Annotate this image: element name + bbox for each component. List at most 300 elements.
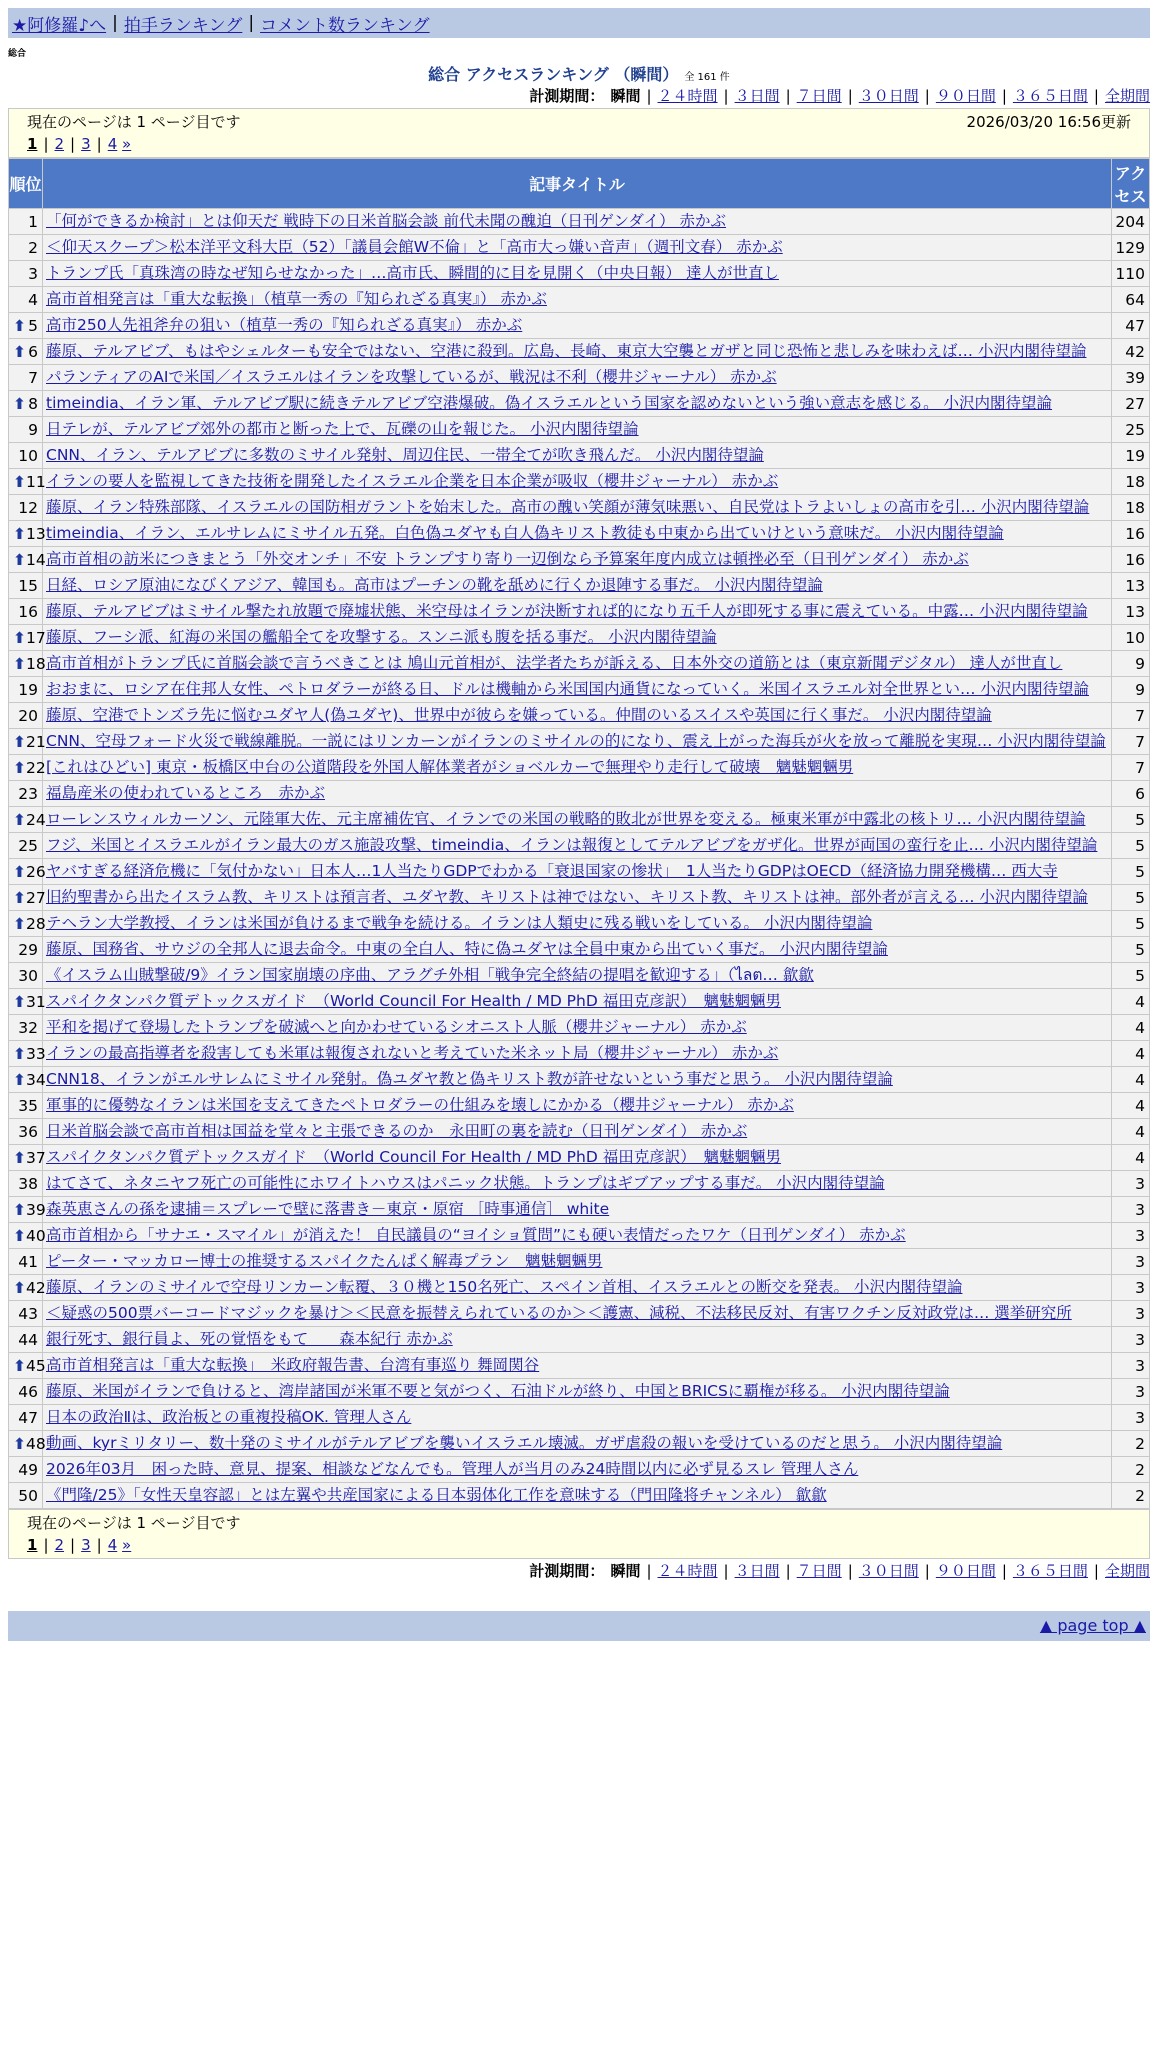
article-title-link[interactable]: 平和を掲げて登場したトランプを破滅へと向かわせているシオニスト人脈（櫻井ジャーナル） 赤かぶ [46, 1018, 747, 1036]
rank-cell [9, 833, 43, 859]
article-title-link[interactable]: 高市首相発言は「重大な転換」（植草一秀の『知られざる真実』） 赤かぶ [46, 290, 547, 308]
table-row [9, 625, 1150, 651]
title-cell [43, 1301, 1112, 1327]
rank-number: 25 [18, 836, 38, 855]
access-count: 4 [1112, 989, 1150, 1015]
period-separator: | [1093, 87, 1099, 105]
rank-cell [9, 469, 46, 495]
rank-cell [9, 1301, 43, 1327]
title-cell [43, 807, 1112, 833]
article-title-link[interactable]: 動画、kyrミリタリー、数十発のミサイルがテルアビブを襲いイスラエル壊滅。ガザ虐殺の報いを受けているのだと思う。 小沢内閣待望論 [46, 1434, 1003, 1452]
article-title-link[interactable]: 「何ができるか検討」とは仰天だ 戦時下の日米首脳会談 前代未聞の醜迫（日刊ゲンダイ） 赤かぶ [46, 212, 727, 230]
title-cell [43, 261, 1112, 287]
period-separator: | [785, 1562, 791, 1580]
pager-separator: | [43, 135, 49, 153]
rank-cell [9, 1145, 46, 1171]
table-row [9, 209, 1150, 235]
article-title-link[interactable]: 軍事的に優勢なイランは米国を支えてきたペトロダラーの仕組みを壊しにかかる（櫻井ジャーナル） 赤かぶ [46, 1096, 794, 1114]
article-title-link[interactable]: CNN18、イランがエルサレムにミサイル発射。偽ユダヤ教と偽キリスト教が許せないという事だと思う。 小沢内閣待望論 [46, 1070, 893, 1088]
access-count: 9 [1112, 651, 1150, 677]
article-title-link[interactable]: イランの最高指導者を殺害しても米軍は報復されないと考えていた米ネット局（櫻井ジャーナル） 赤かぶ [46, 1044, 779, 1062]
page-title-text: 総合 アクセスランキング （瞬間） [428, 65, 679, 84]
article-title-link[interactable]: スパイクタンパク質デトックスガイド （World Council For Health / MD PhD 福田克彦訳） 魑魅魍魎男 [46, 1148, 781, 1166]
rank-number: 23 [18, 784, 38, 803]
title-cell [43, 989, 1112, 1015]
rank-number: 42 [26, 1278, 46, 1297]
title-cell [43, 625, 1112, 651]
table-row [9, 469, 1150, 495]
access-count: 4 [1112, 1067, 1150, 1093]
title-cell [43, 1353, 1112, 1379]
rank-number: 9 [28, 420, 38, 439]
article-title-link[interactable]: 旧約聖書から出たイスラム教、キリストは預言者、ユダヤ教、キリストは神ではない、キリスト教、キリストは神。部外者が言える… 小沢内閣待望論 [46, 888, 1088, 906]
period-separator: | [723, 1562, 729, 1580]
title-cell [43, 469, 1112, 495]
rank-number: 37 [26, 1148, 46, 1167]
article-title-link[interactable]: 2026年03月 困った時、意見、提案、相談などなんでも。管理人が当月のみ24時間以内に必ず見るスレ 管理人さん [46, 1460, 859, 1478]
period-separator: | [1001, 1562, 1007, 1580]
rank-number: 13 [26, 524, 46, 543]
article-title-link[interactable]: はてさて、ネタニヤフ死亡の可能性にホワイトハウスはパニック状態。トランプはギブアップする事だ。 小沢内閣待望論 [46, 1174, 885, 1192]
rank-up-arrow-icon: ⬆ [13, 342, 26, 361]
rank-cell [9, 989, 46, 1015]
page-top-link[interactable]: ▲ page top ▲ [1039, 1616, 1146, 1635]
pager-page-2[interactable]: 2 [54, 135, 65, 153]
article-title-link[interactable]: スパイクタンパク質デトックスガイド （World Council For Health / MD PhD 福田克彦訳） 魑魅魍魎男 [46, 992, 781, 1010]
rank-cell [9, 443, 43, 469]
rank-cell [9, 495, 43, 521]
updated-timestamp: 2026/03/20 16:56更新 [966, 113, 1131, 131]
pager-page-4[interactable]: 4 [107, 1536, 118, 1554]
rank-up-arrow-icon: ⬆ [13, 550, 26, 569]
period-option-5[interactable]: ３６５日間 [1012, 1562, 1088, 1580]
rank-up-arrow-icon: ⬆ [13, 992, 26, 1011]
rank-number: 46 [18, 1382, 38, 1401]
rank-cell [9, 209, 43, 235]
article-title-link[interactable]: イランの要人を監視してきた技術を開発したイスラエル企業を日本企業が吸収（櫻井ジャーナル） 赤かぶ [46, 472, 779, 490]
period-separator: | [924, 1562, 930, 1580]
article-title-link[interactable]: ヤバすぎる経済危機に「気付かない」日本人…1人当たりGDPでわかる「衰退国家の惨状」 1人当たりGDPはOECD（経済協力開発機構… 西大寺 [46, 862, 1058, 880]
nav-link-ashura-home[interactable]: ★阿修羅♪へ [12, 15, 107, 36]
rank-number: 44 [18, 1330, 38, 1349]
title-cell [43, 1145, 1112, 1171]
pager-current-page: 1 [27, 1536, 38, 1554]
period-option-1[interactable]: ３日間 [734, 1562, 780, 1580]
table-row [9, 1015, 1150, 1041]
rank-number: 11 [26, 472, 46, 491]
access-count: 4 [1112, 1145, 1150, 1171]
table-row [9, 729, 1150, 755]
table-row [9, 521, 1150, 547]
rank-cell [9, 1015, 43, 1041]
title-cell [43, 1197, 1112, 1223]
title-cell [43, 495, 1112, 521]
access-count: 5 [1112, 885, 1150, 911]
period-option-4[interactable]: ９０日間 [935, 1562, 996, 1580]
table-row [9, 443, 1150, 469]
rank-cell [9, 1327, 43, 1353]
rank-number: 21 [26, 732, 46, 751]
rank-cell [9, 1275, 46, 1301]
table-header-row [9, 159, 1150, 209]
category-label: 総合 [8, 49, 27, 59]
period-option-6[interactable]: 全期間 [1104, 87, 1150, 105]
access-count: 16 [1112, 521, 1150, 547]
title-cell [43, 1171, 1112, 1197]
article-title-link[interactable]: ＜疑惑の500票バーコードマジックを暴け＞＜民意を振替えられているのか＞＜護憲、減税、不法移民反対、有害ワクチン反対政党は… 選挙研究所 [46, 1304, 1072, 1322]
table-row [9, 755, 1150, 781]
rank-up-arrow-icon: ⬆ [13, 1226, 26, 1245]
table-row [9, 885, 1150, 911]
pager-separator: | [70, 1536, 76, 1554]
rank-number: 28 [26, 914, 46, 933]
rank-up-arrow-icon: ⬆ [13, 1434, 26, 1453]
period-separator: | [924, 87, 930, 105]
pager-page-3[interactable]: 3 [81, 135, 91, 153]
period-option-2[interactable]: ７日間 [796, 87, 842, 105]
header-count: アクセス [1112, 159, 1150, 209]
title-cell [43, 547, 1112, 573]
pager-separator: | [70, 135, 76, 153]
table-row [9, 1431, 1150, 1457]
table-row [9, 1249, 1150, 1275]
article-title-link[interactable]: ローレンスウィルカーソン、元陸軍大佐、元主席補佐官、イランでの米国の戦略的敗北が世界を変える。極東米軍が中露北の核トリ… 小沢内閣待望論 [46, 810, 1086, 828]
access-count: 3 [1112, 1379, 1150, 1405]
table-row [9, 365, 1150, 391]
article-title-link[interactable]: ＜仰天スクープ＞松本洋平文科大臣（52）「議員会館W不倫」と「高市大っ嫌い音声」（週刊文春） 赤かぶ [46, 238, 783, 256]
article-title-link[interactable]: テヘラン大学教授、イランは米国が負けるまで戦争を続ける。イランは人類史に残る戦いをしている。 小沢内閣待望論 [46, 914, 873, 932]
rank-cell [9, 417, 43, 443]
access-count: 64 [1112, 287, 1150, 313]
article-title-link[interactable]: 高市首相発言は「重大な転換」 米政府報告書、台湾有事巡り 舞岡関谷 [46, 1356, 540, 1374]
article-title-link[interactable]: 高市首相から「サナエ・スマイル」が消えた！ 自民議員の“ヨイショ質問”にも硬い表情だったワケ（日刊ゲンダイ） 赤かぶ [46, 1226, 906, 1244]
rank-number: 18 [26, 654, 46, 673]
rank-number: 31 [26, 992, 46, 1011]
access-count: 2 [1112, 1457, 1150, 1483]
rank-cell [9, 599, 43, 625]
title-cell [43, 859, 1112, 885]
rank-number: 41 [18, 1252, 38, 1271]
table-row [9, 911, 1150, 937]
table-row [9, 781, 1150, 807]
access-count: 42 [1112, 339, 1150, 365]
rank-number: 34 [26, 1070, 46, 1089]
pager-page-4[interactable]: 4 [107, 135, 118, 153]
article-title-link[interactable]: timeindia、イラン、エルサレムにミサイル五発。白色偽ユダヤも白人偽キリスト教徒も中東から出ていけという意味だ。 小沢内閣待望論 [46, 524, 1004, 542]
table-row [9, 547, 1150, 573]
top-nav-bar [8, 8, 1150, 38]
title-cell [43, 729, 1112, 755]
table-row [9, 495, 1150, 521]
nav-link-comment-ranking[interactable]: コメント数ランキング [260, 15, 430, 36]
access-count: 7 [1112, 755, 1150, 781]
rank-cell [9, 1379, 43, 1405]
access-count: 204 [1112, 209, 1150, 235]
table-row [9, 833, 1150, 859]
article-title-link[interactable]: [これはひどい] 東京・板橋区中台の公道階段を外国人解体業者がショベルカーで無理やり走行して破壊 魑魅魍魎男 [46, 758, 854, 776]
article-title-link[interactable]: 《門隆/25》「女性天皇容認」とは左翼や共産国家による日本弱体化工作を意味する（門田隆将チャンネル） 歙歙 [46, 1486, 827, 1504]
title-cell [43, 833, 1112, 859]
title-cell [43, 1405, 1112, 1431]
period-option-4[interactable]: ９０日間 [935, 87, 996, 105]
article-title-link[interactable]: 高市首相の訪米につきまとう「外交オンチ」不安 トランプすり寄り一辺倒なら予算案年度内成立は頓挫必至（日刊ゲンダイ） 赤かぶ [46, 550, 969, 568]
table-row [9, 703, 1150, 729]
title-cell [43, 677, 1112, 703]
article-title-link[interactable]: 福島産米の使われているところ 赤かぶ [46, 784, 326, 802]
access-count: 25 [1112, 417, 1150, 443]
access-count: 4 [1112, 1093, 1150, 1119]
table-row [9, 1145, 1150, 1171]
access-count: 4 [1112, 1119, 1150, 1145]
rank-number: 26 [26, 862, 46, 881]
rank-number: 50 [18, 1486, 38, 1505]
period-separator: | [723, 87, 729, 105]
access-count: 3 [1112, 1353, 1150, 1379]
period-label: 計測期間： [529, 87, 605, 105]
article-title-link[interactable]: 藤原、イランのミサイルで空母リンカーン転覆、３０機と150名死亡、スペイン首相、イスラエルとの断交を発表。 小沢内閣待望論 [46, 1278, 963, 1296]
title-cell [43, 313, 1112, 339]
rank-number: 40 [26, 1226, 46, 1245]
access-count: 9 [1112, 677, 1150, 703]
rank-up-arrow-icon: ⬆ [13, 732, 26, 751]
rank-up-arrow-icon: ⬆ [13, 862, 26, 881]
title-cell [43, 365, 1112, 391]
pager-separator: | [96, 135, 102, 153]
rank-cell [9, 1483, 43, 1509]
rank-cell [9, 391, 43, 417]
period-selector-bottom [8, 1559, 1150, 1583]
bottom-bar [8, 1611, 1150, 1641]
title-cell [43, 599, 1112, 625]
table-row [9, 1093, 1150, 1119]
rank-cell [9, 807, 46, 833]
rank-cell [9, 885, 46, 911]
rank-cell [9, 625, 46, 651]
rank-up-arrow-icon: ⬆ [13, 1070, 26, 1089]
period-separator: | [1093, 1562, 1099, 1580]
title-cell [43, 1327, 1112, 1353]
rank-up-arrow-icon: ⬆ [13, 1200, 26, 1219]
rank-cell [9, 1119, 43, 1145]
access-count: 2 [1112, 1483, 1150, 1509]
article-title-link[interactable]: 高市250人先祖斧弁の狙い（植草一秀の『知られざる真実』） 赤かぶ [46, 316, 523, 334]
rank-cell [9, 573, 43, 599]
rank-cell [9, 261, 43, 287]
nav-separator: | [248, 13, 255, 33]
rank-cell [9, 1197, 46, 1223]
rank-number: 14 [26, 550, 46, 569]
article-title-link[interactable]: CNN、空母フォード火災で戦線離脱。一説にはリンカーンがイランのミサイルの的になり、震え上がった海兵が火を放って離脱を実現… 小沢内閣待望論 [46, 732, 1106, 750]
rank-cell [9, 1431, 46, 1457]
period-option-0[interactable]: ２４時間 [657, 87, 718, 105]
nav-separator: | [112, 13, 118, 33]
period-current: 瞬間 [610, 87, 641, 105]
period-separator: | [646, 1562, 652, 1580]
pager-next[interactable]: » [122, 135, 132, 153]
title-cell [43, 911, 1112, 937]
rank-number: 5 [28, 316, 38, 335]
rank-up-arrow-icon: ⬆ [13, 524, 26, 543]
access-count: 10 [1112, 625, 1150, 651]
table-row [9, 313, 1150, 339]
access-count: 4 [1112, 1041, 1150, 1067]
table-row [9, 1067, 1150, 1093]
period-option-2[interactable]: ７日間 [796, 1562, 842, 1580]
access-count: 16 [1112, 547, 1150, 573]
rank-number: 4 [28, 290, 38, 309]
pager-page-2[interactable]: 2 [54, 1536, 65, 1554]
rank-up-arrow-icon: ⬆ [13, 628, 26, 647]
article-title-link[interactable]: 藤原、フーシ派、紅海の米国の艦船全てを攻撃する。スンニ派も腹を括る事だ。 小沢内閣待望論 [46, 628, 717, 646]
rank-cell [9, 1093, 43, 1119]
rank-cell [9, 1067, 46, 1093]
rank-cell [9, 859, 46, 885]
article-title-link[interactable]: 森英恵さんの孫を逮捕＝スプレーで壁に落書き－東京・原宿 ［時事通信］ white [46, 1200, 610, 1218]
title-cell [43, 209, 1112, 235]
article-title-link[interactable]: 高市首相がトランプ氏に首脳会談で言うべきことは 鳩山元首相が、法学者たちが訴える、日本外交の道筋とは（東京新聞デジタル） 達人が世直し [46, 654, 1063, 672]
rank-cell [9, 911, 46, 937]
table-row [9, 261, 1150, 287]
title-cell [43, 1275, 1112, 1301]
rank-cell [9, 703, 43, 729]
access-count: 129 [1112, 235, 1150, 261]
title-cell [43, 703, 1112, 729]
nav-link-applause-ranking[interactable]: 拍手ランキング [123, 15, 243, 36]
rank-number: 45 [26, 1356, 46, 1375]
rank-cell [9, 365, 43, 391]
table-row [9, 651, 1150, 677]
period-option-5[interactable]: ３６５日間 [1012, 87, 1088, 105]
article-title-link[interactable]: 藤原、米国がイランで負けると、湾岸諸国が米軍不要と気がつく、石油ドルが終り、中国とBRICSに覇権が移る。 小沢内閣待望論 [46, 1382, 950, 1400]
rank-cell [9, 339, 43, 365]
article-title-link[interactable]: 藤原、国務省、サウジの全邦人に退去命令。中東の全白人、特に偽ユダヤは全員中東から出ていく事だ。 小沢内閣待望論 [46, 940, 888, 958]
access-count: 5 [1112, 807, 1150, 833]
rank-cell [9, 651, 46, 677]
rank-number: 32 [18, 1018, 38, 1037]
period-separator: | [646, 87, 652, 105]
period-separator: | [847, 1562, 853, 1580]
rank-up-arrow-icon: ⬆ [13, 394, 26, 413]
access-count: 7 [1112, 703, 1150, 729]
table-row [9, 1483, 1150, 1509]
table-row [9, 391, 1150, 417]
table-row [9, 807, 1150, 833]
article-title-link[interactable]: ピーター・マッカロー博士の推奨するスパイクたんぱく解毒プラン 魑魅魍魎男 [46, 1252, 603, 1270]
table-row [9, 287, 1150, 313]
table-row [9, 1041, 1150, 1067]
rank-number: 1 [28, 212, 38, 231]
rank-cell [9, 781, 43, 807]
header-rank: 順位 [9, 159, 43, 209]
period-option-1[interactable]: ３日間 [734, 87, 780, 105]
period-option-3[interactable]: ３０日間 [858, 1562, 919, 1580]
article-title-link[interactable]: 日本の政治Ⅱは、政治板との重複投稿OK. 管理人さん [46, 1408, 412, 1426]
article-title-link[interactable]: 日米首脳会談で高市首相は国益を堂々と主張できるのか 永田町の裏を読む（日刊ゲンダイ） 赤かぶ [46, 1122, 748, 1140]
article-title-link[interactable]: トランプ氏「真珠湾の時なぜ知らせなかった」…高市氏、瞬間的に目を見開く（中央日報） 達人が世直し [46, 264, 779, 282]
article-title-link[interactable]: 藤原、テルアビブはミサイル撃たれ放題で廃墟状態、米空母はイランが決断すれば的になり五千人が即死する事に震えている。中露… 小沢内閣待望論 [46, 602, 1088, 620]
access-count: 5 [1112, 833, 1150, 859]
rank-cell [9, 1171, 43, 1197]
table-row [9, 1275, 1150, 1301]
article-title-link[interactable]: おおまに、ロシア在住邦人女性、ペトロダラーが終る日、ドルは機軸から米国国内通貨になっていく。米国イスラエル対全世界とい… 小沢内閣待望論 [46, 680, 1089, 698]
rank-cell [9, 235, 43, 261]
access-count: 18 [1112, 469, 1150, 495]
title-cell [43, 391, 1112, 417]
pagination-top [27, 133, 1131, 155]
pagination-bottom [27, 1534, 1131, 1556]
title-cell [43, 573, 1112, 599]
rank-number: 43 [18, 1304, 38, 1323]
article-title-link[interactable]: 藤原、空港でトンズラ先に悩むユダヤ人(偽ユダヤ)、世界中が彼らを嫌っている。仲間のいるスイスや英国に行く事だ。 小沢内閣待望論 [46, 706, 992, 724]
article-title-link[interactable]: 《イスラム山賊撃破/9》イラン国家崩壊の序曲、アラグチ外相「戦争完全終結の提唱を歓迎する」（ไลต… 歙歙 [46, 966, 814, 984]
article-title-link[interactable]: 銀行死す、銀行員よ、死の覚悟をもて 森本紀行 赤かぶ [46, 1330, 453, 1348]
rank-up-arrow-icon: ⬆ [13, 888, 26, 907]
access-count: 5 [1112, 963, 1150, 989]
table-row [9, 235, 1150, 261]
rank-cell [9, 1405, 43, 1431]
rank-number: 12 [18, 498, 38, 517]
table-row [9, 573, 1150, 599]
access-count: 3 [1112, 1301, 1150, 1327]
article-title-link[interactable]: フジ、米国とイスラエルがイラン最大のガス施設攻撃、timeindia、イランは報復としてテルアビブをガザ化。世界が両国の蛮行を止… 小沢内閣待望論 [46, 836, 1098, 854]
access-count: 47 [1112, 313, 1150, 339]
title-cell [43, 1457, 1112, 1483]
article-title-link[interactable]: 日テレが、テルアビブ郊外の都市と断った上で、瓦礫の山を報じた。 小沢内閣待望論 [46, 420, 639, 438]
pager-page-3[interactable]: 3 [81, 1536, 91, 1554]
table-row [9, 1171, 1150, 1197]
page-info-bottom [8, 1509, 1150, 1559]
article-title-link[interactable]: timeindia、イラン軍、テルアビブ駅に続きテルアビブ空港爆破。偽イスラエルという国家を認めないという強い意志を感じる。 小沢内閣待望論 [46, 394, 1053, 412]
title-cell [43, 755, 1112, 781]
rank-cell [9, 1249, 43, 1275]
title-cell [43, 1379, 1112, 1405]
rank-up-arrow-icon: ⬆ [13, 758, 26, 777]
rank-number: 38 [18, 1174, 38, 1193]
rank-cell [9, 1457, 43, 1483]
table-row [9, 989, 1150, 1015]
table-row [9, 963, 1150, 989]
table-row [9, 1457, 1150, 1483]
rank-number: 2 [28, 238, 38, 257]
title-cell [43, 417, 1112, 443]
rank-number: 3 [28, 264, 38, 283]
access-count: 2 [1112, 1431, 1150, 1457]
access-count: 3 [1112, 1327, 1150, 1353]
access-count: 3 [1112, 1171, 1150, 1197]
title-cell [43, 443, 1112, 469]
article-title-link[interactable]: 藤原、イラン特殊部隊、イスラエルの国防相ガラントを始末した。高市の醜い笑顔が薄気味悪い、自民党はトラよいしょの高市を引… 小沢内閣待望論 [46, 498, 1090, 516]
period-option-0[interactable]: ２４時間 [657, 1562, 718, 1580]
period-option-6[interactable]: 全期間 [1104, 1562, 1150, 1580]
period-separator: | [785, 87, 791, 105]
title-cell [43, 1041, 1112, 1067]
table-row [9, 1379, 1150, 1405]
ranking-table-body [9, 209, 1150, 1509]
pager-next[interactable]: » [122, 1536, 132, 1554]
header-title: 記事タイトル [43, 159, 1112, 209]
article-title-link[interactable]: CNN、イラン、テルアビブに多数のミサイル発射、周辺住民、一帯全てが吹き飛んだ。 小沢内閣待望論 [46, 446, 764, 464]
table-row [9, 937, 1150, 963]
rank-up-arrow-icon: ⬆ [13, 1148, 26, 1167]
period-option-3[interactable]: ３０日間 [858, 87, 919, 105]
rank-number: 30 [18, 966, 38, 985]
article-title-link[interactable]: パランティアのAIで米国／イスラエルはイランを攻撃しているが、戦況は不利（櫻井ジャーナル） 赤かぶ [46, 368, 777, 386]
rank-up-arrow-icon: ⬆ [13, 654, 26, 673]
table-row [9, 417, 1150, 443]
article-title-link[interactable]: 藤原、テルアビブ、もはやシェルターも安全ではない、空港に殺到。広島、長崎、東京大空襲とガザと同じ恐怖と悲しみを味わえば… 小沢内閣待望論 [46, 342, 1087, 360]
article-title-link[interactable]: 日経、ロシア原油になびくアジア、韓国も。高市はプーチンの靴を舐めに行くか退陣する事だ。 小沢内閣待望論 [46, 576, 823, 594]
access-count: 5 [1112, 937, 1150, 963]
